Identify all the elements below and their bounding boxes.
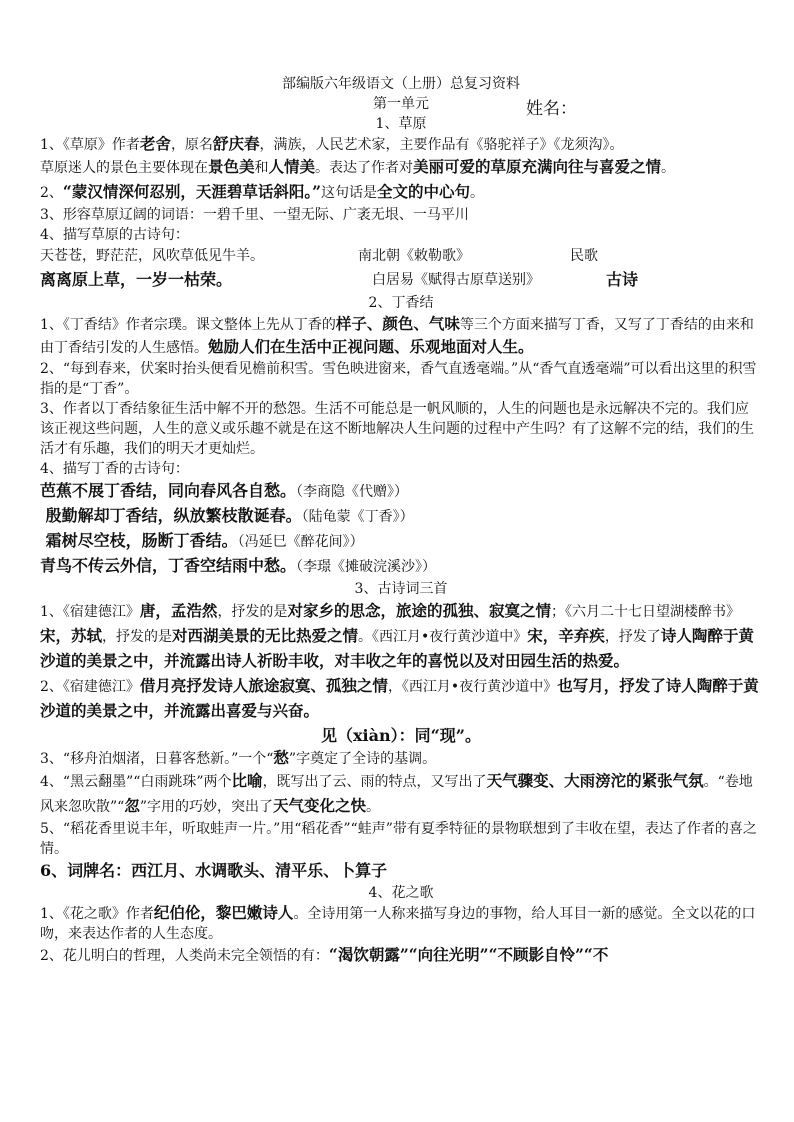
paragraph xyxy=(40,599,762,674)
text: ，满族，人民艺术家，主要作品有《骆驼祥子》《龙须沟》。 xyxy=(259,137,624,153)
paragraph xyxy=(40,944,762,967)
paragraph: 3、形容草原辽阔的词语：一碧千里、一望无际、广袤无垠、一马平川 xyxy=(40,207,469,223)
text: 等三个方面来描写丁香，又写了丁香结的由来和由丁香结引发的人生感悟。 xyxy=(40,317,754,356)
poem-line xyxy=(40,267,762,293)
emphasis: 天气变化之快 xyxy=(273,796,367,815)
text: ，抒发的是 xyxy=(217,604,288,620)
poem-line xyxy=(40,245,762,267)
section-heading-gushici: 3、古诗词三首 xyxy=(354,581,448,597)
emphasis: 借月亮抒发诗人旅途寂寞、孤独之情 xyxy=(139,676,388,695)
poem-type: 古诗 xyxy=(606,270,639,289)
paragraph: 6、词牌名：西江月、水调歌头、清平乐、卜算子 xyxy=(40,861,388,880)
text: ，《西江月•夜行黄沙道中》 xyxy=(387,679,558,695)
text: 2、 xyxy=(40,185,63,201)
emphasis: 愁 xyxy=(273,748,289,767)
emphasis: 美丽可爱的草原充满向往与喜爱之情 xyxy=(413,157,662,176)
paragraph xyxy=(40,674,762,724)
text: 。表达了作者对 xyxy=(315,160,414,176)
emphasis: 对家乡的思念，旅途的孤独、寂寞之情 xyxy=(287,601,551,620)
paragraph xyxy=(40,748,762,769)
emphasis: “蒙汉情深何忍别，天涯碧草话斜阳。” xyxy=(62,182,322,201)
emphasis: 舒庆春 xyxy=(212,134,260,153)
emphasis: 对西湖美景的无比热爱之情 xyxy=(172,626,359,645)
paragraph: 4、描写草原的古诗句： xyxy=(40,227,189,243)
poem-source: （陆龟蒙《丁香》） xyxy=(301,509,414,525)
emphasis: 诗人陶醉于黄沙道的美景之中，并流露出诗人祈盼丰收，对丰收之年的喜悦以及对田园生活的热爱。 xyxy=(40,626,754,670)
text: 草原迷人的景色主要体现在 xyxy=(40,160,208,176)
text: ；《六月二十七日望湖楼醉书》 xyxy=(550,604,740,620)
emphasis: 天气骤变、大雨滂沱的紧张气氛 xyxy=(486,771,704,790)
text: 1、《草原》作者 xyxy=(40,137,140,153)
doc-title: 部编版六年级语文（上册）总复习资料 xyxy=(282,76,520,92)
emphasis: 纪伯伦，黎巴嫩诗人 xyxy=(153,903,294,922)
poem-line xyxy=(40,554,762,579)
name-label: 姓名： xyxy=(526,99,577,119)
text: ”字奠定了全诗的基调。 xyxy=(288,751,437,767)
emphasis: 全文的中心句 xyxy=(377,182,471,201)
paragraph xyxy=(40,180,762,205)
text: 。 xyxy=(661,160,676,176)
text: 和 xyxy=(254,160,269,176)
text: 。《西江月•夜行黄沙道中》 xyxy=(358,629,528,645)
note-xian: 见（xiàn）：同“现”。 xyxy=(320,726,482,745)
document xyxy=(40,74,762,967)
text: ，抒发的是 xyxy=(102,629,173,645)
text: 1、《丁香结》作者宗璞。课文整体上先从丁香的 xyxy=(40,317,336,333)
emphasis: 人情美 xyxy=(268,157,316,176)
paragraph: 2、“每到春来，伏案时抬头便看见檐前积雪。雪色映进窗来，香气直透毫端。”从“香气直透毫端”可以看出这里的积雪指的是“丁香”。 xyxy=(40,361,757,397)
paragraph xyxy=(40,903,762,944)
poem-line xyxy=(40,504,762,529)
text: 1、《宿建德江》 xyxy=(40,604,140,620)
poem-text: 天苍苍，野茫茫，风吹草低见牛羊。 xyxy=(40,248,264,264)
emphasis: “渴饮朝露”“向往光明”“不顾影自怜”“不 xyxy=(328,945,609,964)
paragraph xyxy=(40,769,762,819)
paragraph: 5、“稻花香里说丰年，听取蛙声一片。”用“稻花香”“蛙声”带有夏季特征的景物联想到了丰收在望，表达了作者的喜之情。 xyxy=(40,821,757,857)
text: 2、花儿明白的哲理，人类尚未完全领悟的有： xyxy=(40,948,329,964)
text: 。 xyxy=(470,185,485,201)
text: 2、《宿建德江》 xyxy=(40,679,140,695)
text: 1、《花之歌》作者 xyxy=(40,906,154,922)
poem-text: 霜树尽空枝，肠断丁香结。 xyxy=(40,531,238,550)
emphasis: 宋，辛弃疾 xyxy=(527,626,605,645)
text: “卷地风来忽吹散”“ xyxy=(40,774,753,815)
poem-source: （李商隐《代赠》） xyxy=(296,484,409,500)
emphasis: 老舍 xyxy=(139,134,171,153)
paragraph: 4、描写丁香的古诗句： xyxy=(40,461,189,477)
section-heading-huazhige: 4、花之歌 xyxy=(368,885,434,901)
emphasis: 样子、颜色、气味 xyxy=(335,314,460,333)
poem-type: 民歌 xyxy=(570,248,598,264)
section-heading-dingxiangjie: 2、丁香结 xyxy=(368,295,434,311)
text: ，原名 xyxy=(170,137,213,153)
poem-source: 白居易《赋得古原草送别》 xyxy=(372,272,540,288)
emphasis: 宋，苏轼 xyxy=(40,626,103,645)
text: ，抒发了 xyxy=(604,629,661,645)
emphasis: 唐，孟浩然 xyxy=(139,601,218,620)
section-heading-caoyuan: 1、草原 xyxy=(375,116,427,132)
paragraph xyxy=(40,313,762,359)
unit-row xyxy=(40,94,762,119)
poem-line xyxy=(40,479,762,504)
emphasis: 比喻 xyxy=(231,771,263,790)
text: ，既写出了云、雨的特点，又写出了 xyxy=(262,774,487,790)
unit-heading: 第一单元 xyxy=(373,96,429,112)
poem-source: 南北朝《敕勒歌》 xyxy=(358,248,470,264)
poem-text: 芭蕉不展丁香结，同向春风各自愁。 xyxy=(40,481,297,500)
poem-line xyxy=(40,529,762,554)
text: 3、“移舟泊烟渚，日暮客愁新。”一个“ xyxy=(40,751,274,767)
text: ”字用的巧妙，突出了 xyxy=(139,799,274,815)
emphasis: 忽 xyxy=(124,796,140,815)
emphasis: 景色美 xyxy=(208,157,255,176)
paragraph: 3、作者以丁香结象征生活中解不开的愁怨。生活不可能总是一帆风顺的，人生的问题也是永远解决不完的。我们应该正视这些问题，人生的意义或乐趣不就是在这不断地解决人生问题的过程中产生吗？有了这解不完的结，我们的生活才有乐趣，我们的明天才更灿烂。 xyxy=(40,401,754,457)
poem-source: （冯延巳《醉花间》） xyxy=(237,534,364,550)
paragraph xyxy=(40,134,762,155)
text: 。全诗用第一人称来描写身边的事物，给人耳目一新的感觉。全文以花的口吻，来表达作者的人生态度。 xyxy=(40,906,756,942)
emphasis: 勉励人们在生活中正视问题、乐观地面对人生。 xyxy=(208,337,534,356)
text: 。 xyxy=(366,799,381,815)
text: 4、“黑云翻墨”“白雨跳珠”两个 xyxy=(40,774,232,790)
poem-text: 青鸟不传云外信，丁香空结雨中愁。 xyxy=(40,556,297,575)
paragraph xyxy=(40,155,762,180)
text: 。 xyxy=(703,774,718,790)
text: 这句话是 xyxy=(321,185,378,201)
poem-source: （李璟《摊破浣溪沙》） xyxy=(296,559,437,575)
poem-text: 离离原上草，一岁一枯荣。 xyxy=(40,270,233,289)
poem-text: 殷勤解却丁香结，纵放繁枝散诞春。 xyxy=(40,506,302,525)
emphasis: 也写月，抒发了诗人陶醉于黄沙道的美景之中，并流露出喜爱与兴奋。 xyxy=(40,676,759,720)
